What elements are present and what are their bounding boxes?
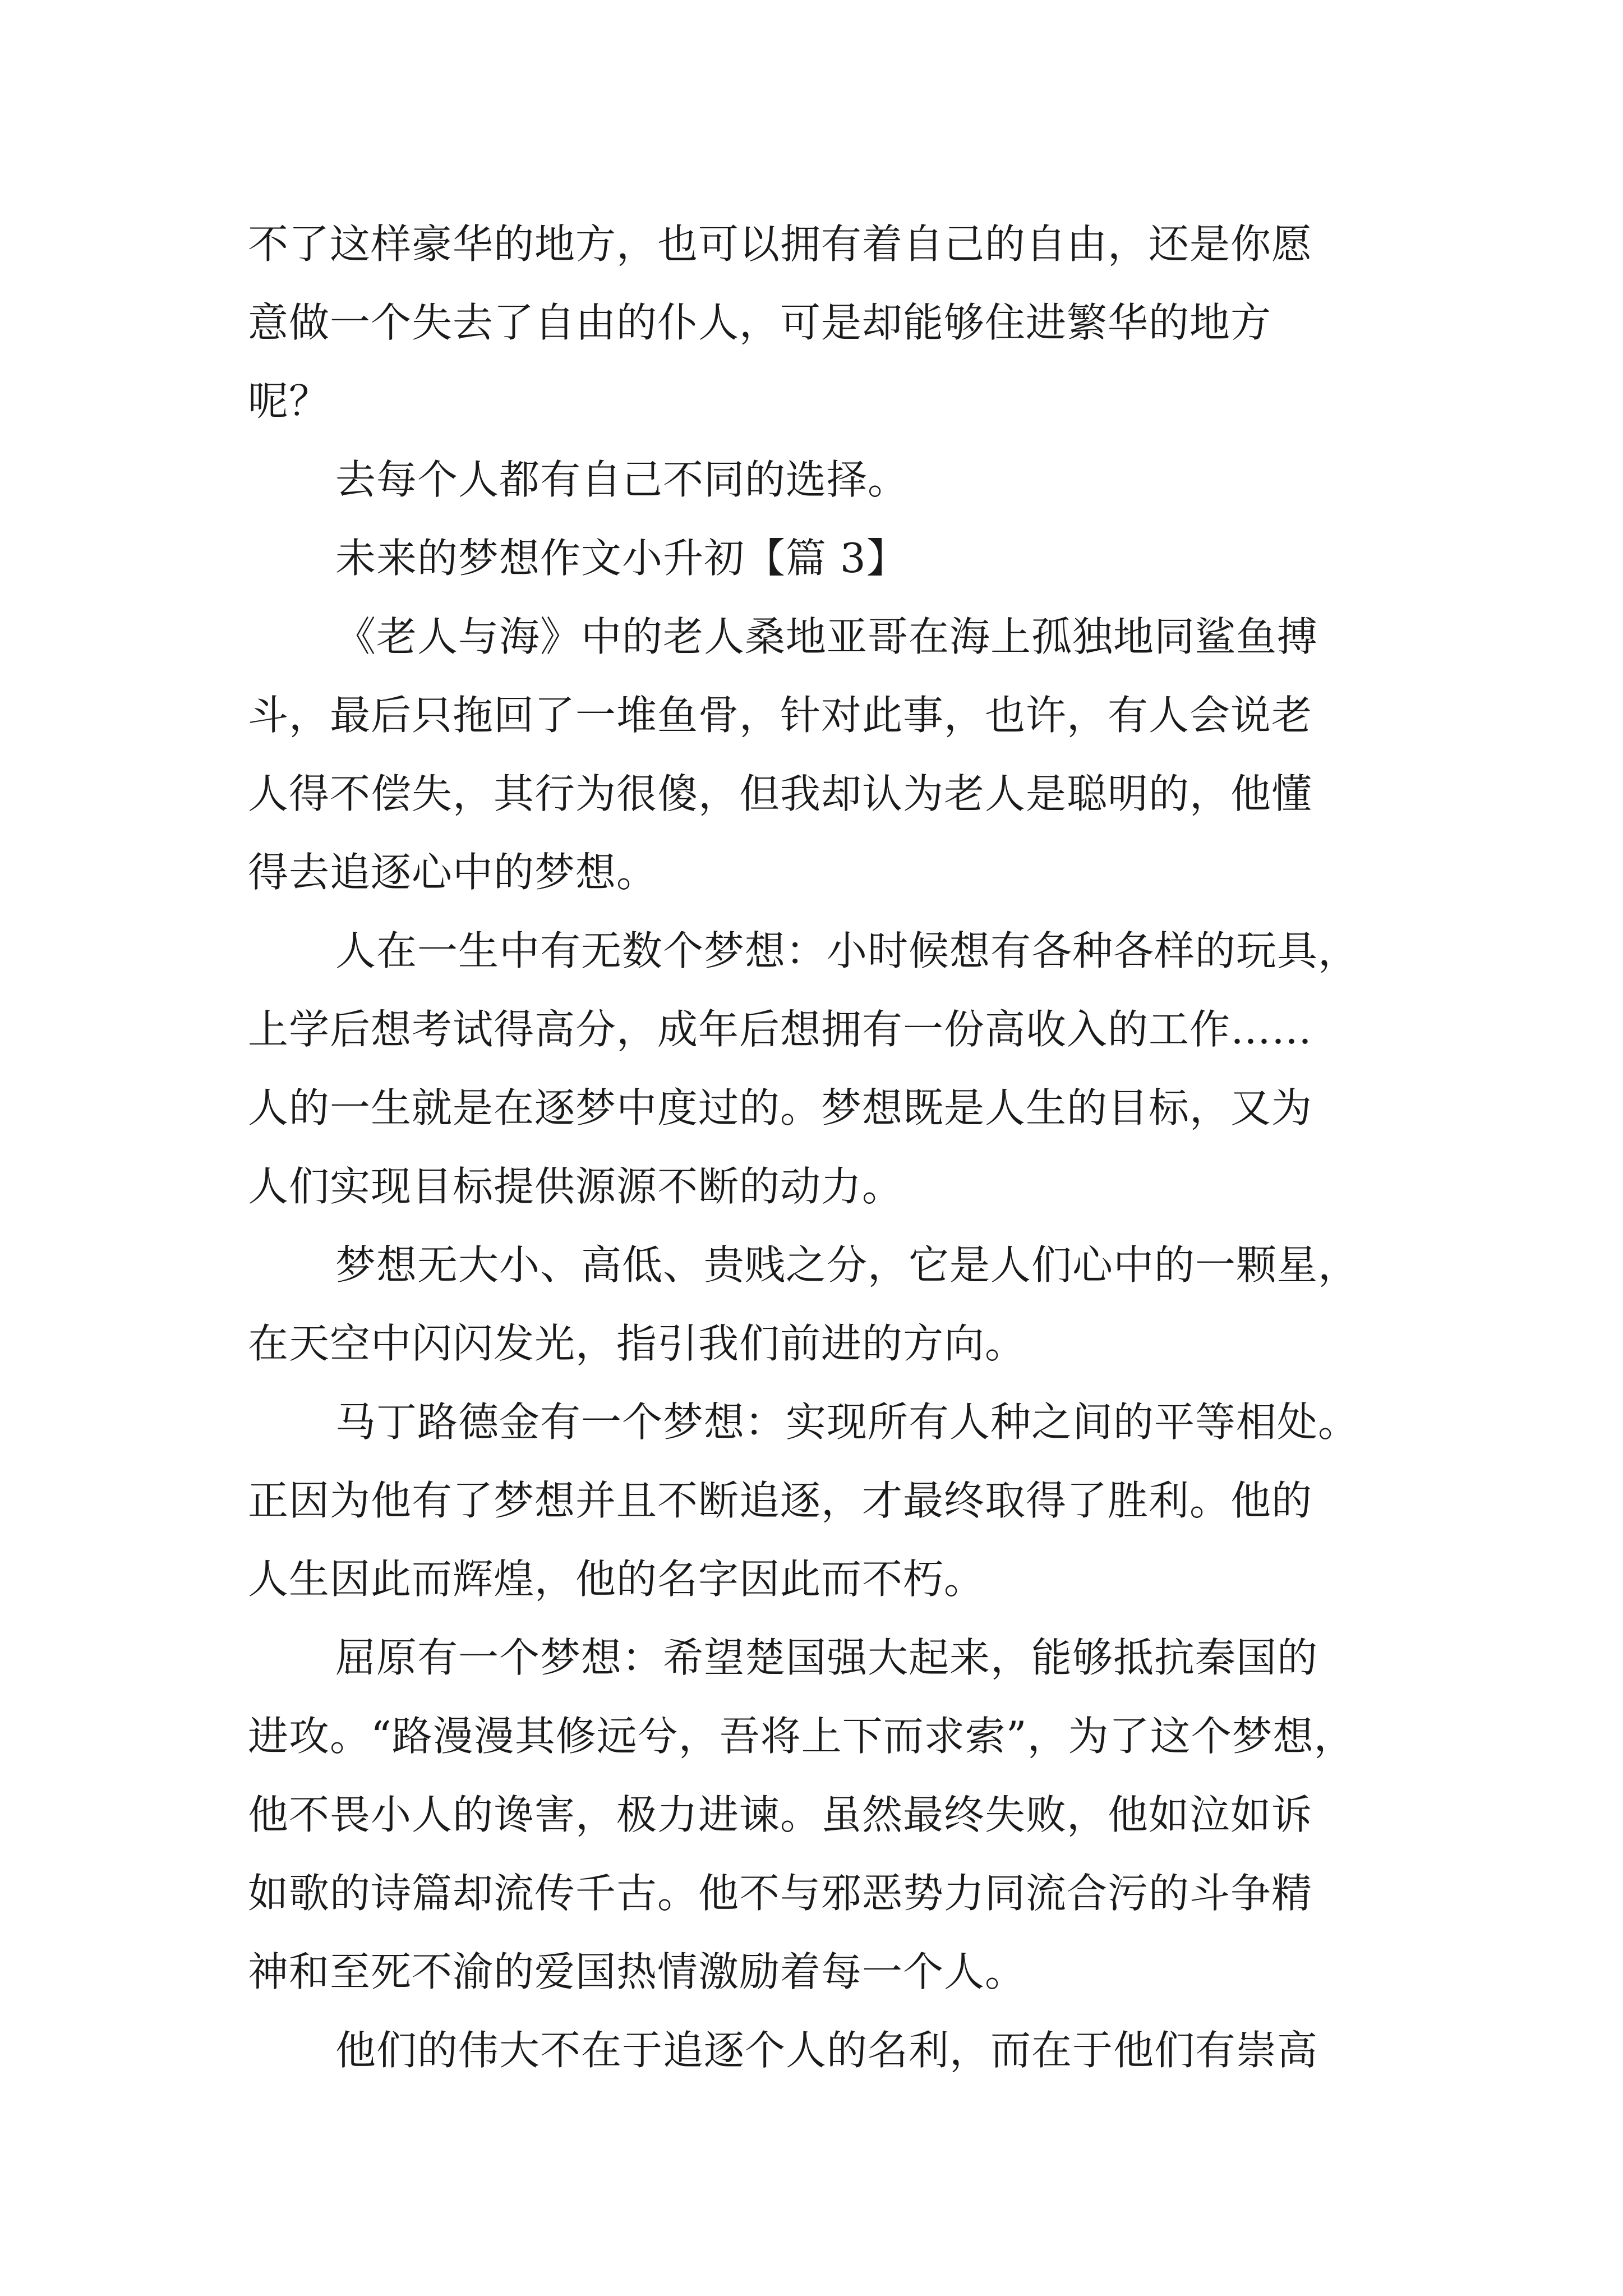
text-line: 斗，最后只拖回了一堆鱼骨，针对此事，也许，有人会说老 <box>248 692 1313 739</box>
text-line: 得去追逐心中的梦想。 <box>248 849 658 896</box>
text-line: 如歌的诗篇却流传千古。他不与邪恶势力同流合污的斗争精 <box>248 1870 1313 1917</box>
text-line: 上学后想考试得高分，成年后想拥有一份高收入的工作…… <box>248 1006 1313 1053</box>
text-line: 马丁路德金有一个梦想：实现所有人种之间的平等相处。 <box>335 1398 1359 1446</box>
text-line: 进攻。“路漫漫其修远兮，吾将上下而求索”，为了这个梦想， <box>248 1713 1355 1760</box>
text-line: 《老人与海》中的老人桑地亚哥在海上孤独地同鲨鱼搏 <box>335 613 1318 660</box>
text-line: 梦想无大小、高低、贵贱之分，它是人们心中的一颗星， <box>335 1241 1359 1289</box>
section-heading: 未来的梦想作文小升初【篇 3】 <box>335 535 907 582</box>
text-line: 人们实现目标提供源源不断的动力。 <box>248 1163 903 1210</box>
text-line: 不了这样豪华的地方，也可以拥有着自己的自由，还是你愿 <box>248 220 1313 268</box>
text-line: 人生因此而辉煌，他的名字因此而不朽。 <box>248 1556 985 1603</box>
text-line: 他不畏小人的谗害，极力进谏。虽然最终失败，他如泣如诉 <box>248 1791 1313 1838</box>
text-line: 神和至死不渝的爱国热情激励着每一个人。 <box>248 1948 1026 1995</box>
text-line: 他们的伟大不在于追逐个人的名利，而在于他们有崇高 <box>335 2027 1318 2074</box>
text-line: 正因为他有了梦想并且不断追逐，才最终取得了胜利。他的 <box>248 1477 1313 1524</box>
text-line: 呢？ <box>248 378 330 425</box>
text-line: 人在一生中有无数个梦想：小时候想有各种各样的玩具， <box>335 927 1359 974</box>
text-line: 人的一生就是在逐梦中度过的。梦想既是人生的目标，又为 <box>248 1084 1313 1131</box>
document-body <box>248 205 1386 2090</box>
text-line: 意做一个失去了自由的仆人，可是却能够住进繁华的地方 <box>248 299 1272 346</box>
text-line: 屈原有一个梦想：希望楚国强大起来，能够抵抗秦国的 <box>335 1634 1318 1681</box>
text-line: 在天空中闪闪发光，指引我们前进的方向。 <box>248 1320 1026 1367</box>
text-line: 去每个人都有自己不同的选择。 <box>335 456 909 503</box>
text-line: 人得不偿失，其行为很傻，但我却认为老人是聪明的，他懂 <box>248 770 1313 817</box>
